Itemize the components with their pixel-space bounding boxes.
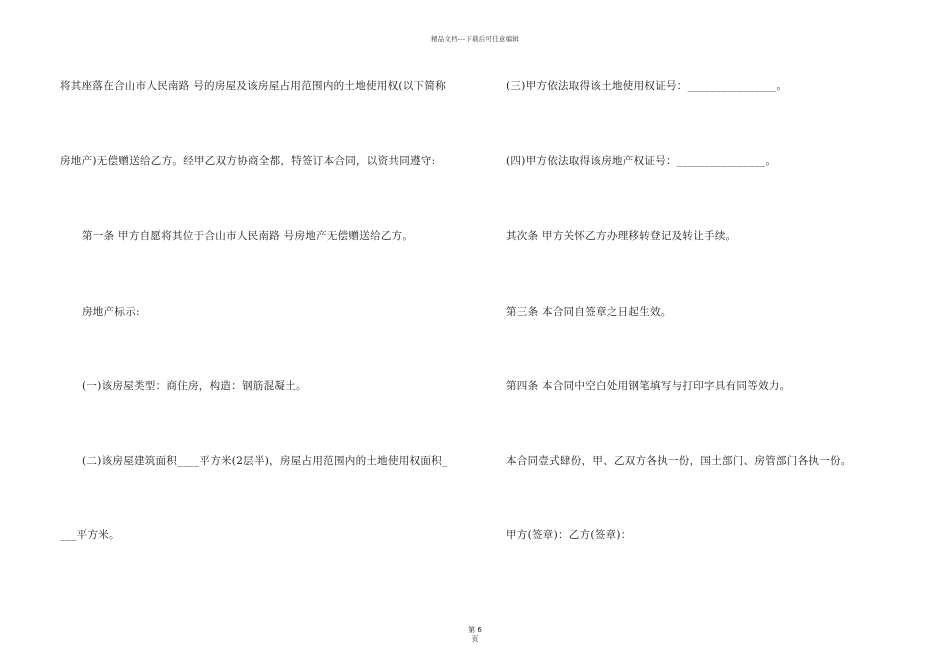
copies-clause: 本合同壹式肆份，甲、乙双方各执一份，国土部门、房管部门各执一份。 <box>506 455 852 467</box>
property-item-two: (二)该房屋建筑面积____平方米(2层半)，房屋占用范围内的土地使用权面积_ <box>82 455 448 467</box>
property-item-four: (四)甲方依法取得该房地产权证号：________________。 <box>506 155 777 167</box>
document-header: 精品文档---下载后可任意编辑 <box>430 35 520 43</box>
page-number-line-1: 第 6 <box>468 626 482 634</box>
property-item-two-continued: ___平方米。 <box>60 529 120 541</box>
page-number <box>0 626 950 644</box>
property-item-one: (一)该房屋类型：商住房，构造：钢筋混凝土。 <box>82 380 307 392</box>
article-one: 第一条 甲方自愿将其位于合山市人民南路 号房地产无偿赠送给乙方。 <box>82 230 414 242</box>
signature-line: 甲方(签章)：乙方(签章)： <box>506 529 632 541</box>
article-four: 第四条 本合同中空白处用钢笔填写与打印字具有同等效力。 <box>506 380 791 392</box>
property-label-heading: 房地产标示: <box>82 306 140 318</box>
property-item-three: (三)甲方依法取得该土地使用权证号：________________。 <box>506 80 788 92</box>
left-paragraph-line-2: 房地产)无偿赠送给乙方。经甲乙双方协商全都，特签订本合同，以资共同遵守: <box>60 155 436 167</box>
page-number-line-2: 页 <box>471 635 479 643</box>
article-three: 第三条 本合同自签章之日起生效。 <box>506 306 672 318</box>
article-two: 其次条 甲方关怀乙方办理移转登记及转让手续。 <box>506 230 737 242</box>
left-paragraph-line-1: 将其座落在合山市人民南路 号的房屋及该房屋占用范围内的土地使用权(以下简称 <box>60 80 447 92</box>
